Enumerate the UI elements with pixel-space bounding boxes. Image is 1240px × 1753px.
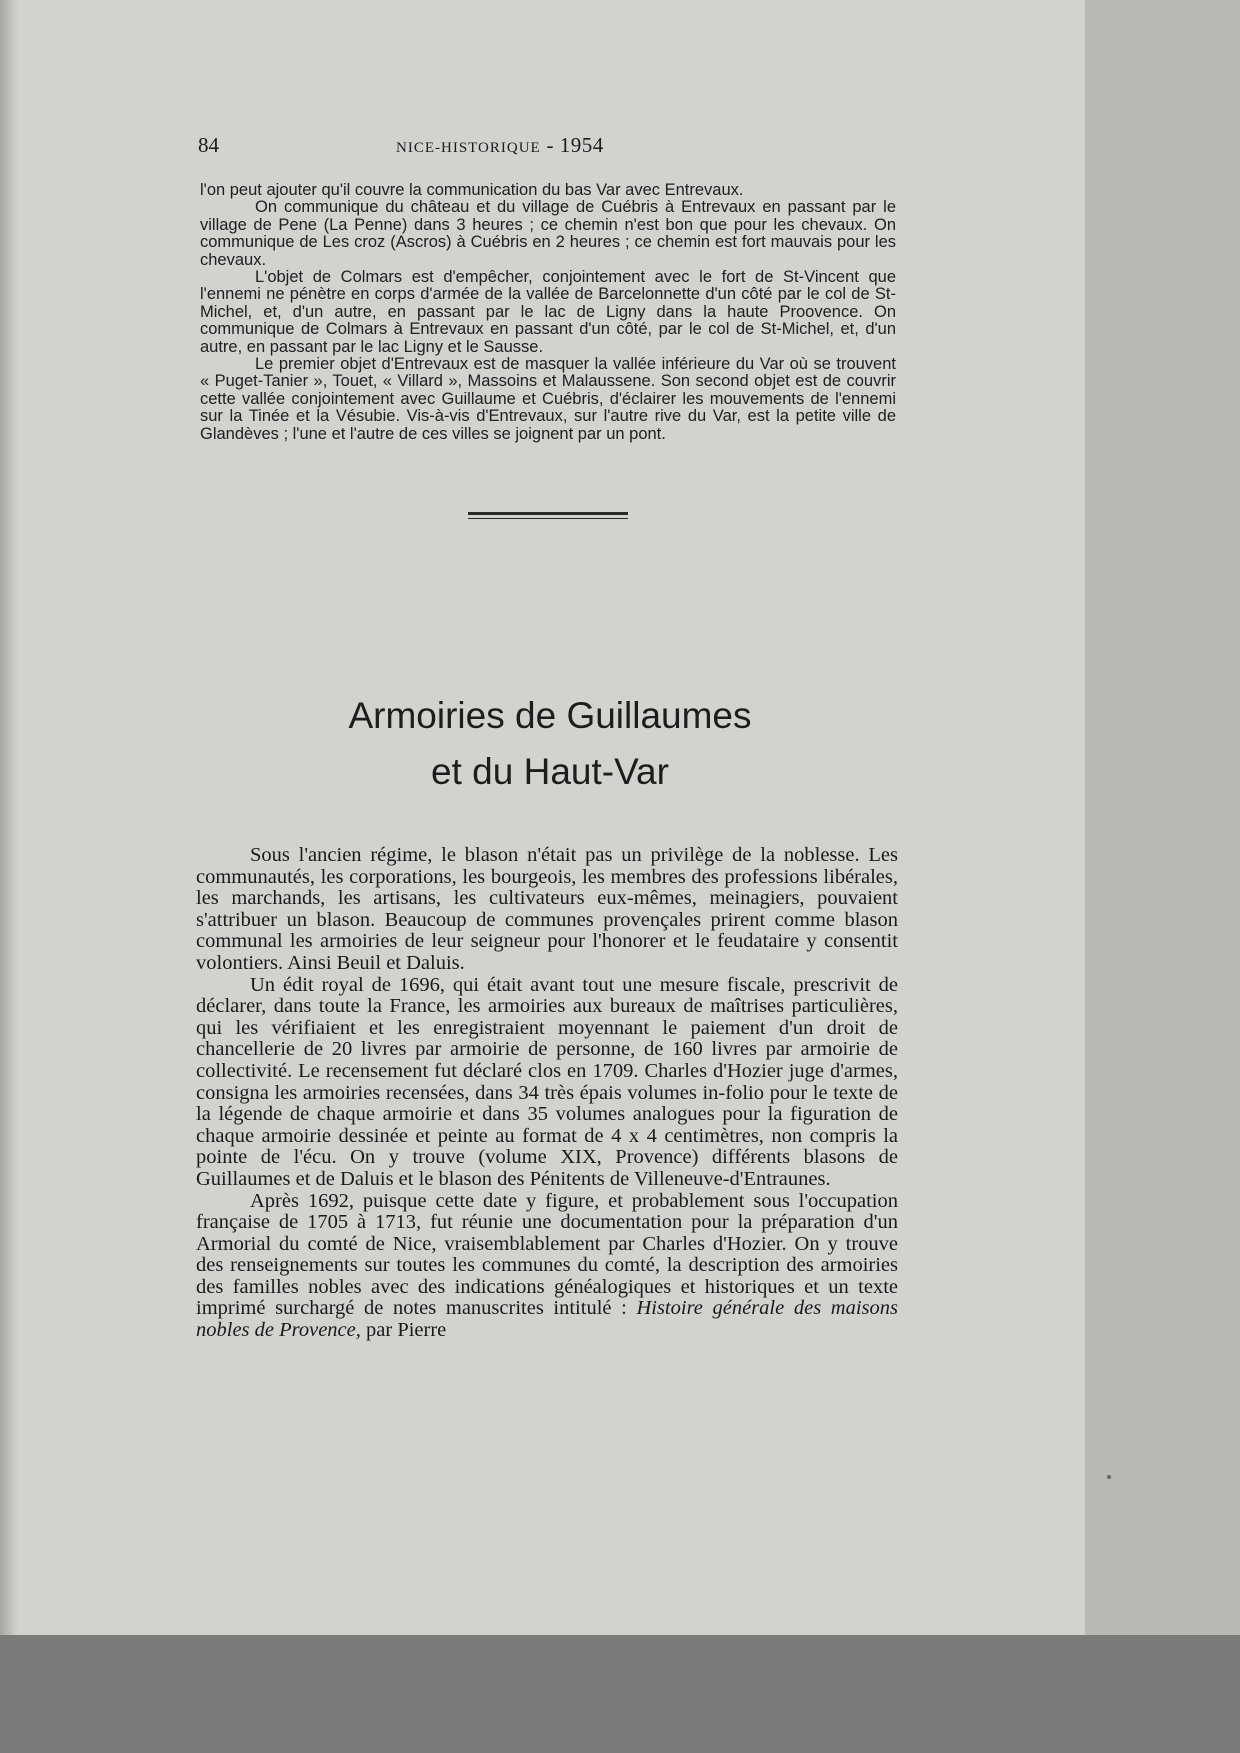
article-title [200, 688, 900, 800]
header-separator: - [546, 133, 554, 157]
section-divider-thin [468, 518, 628, 519]
scan-background [0, 1635, 1240, 1753]
journal-name: NICE-HISTORIQUE [396, 140, 541, 156]
paragraph [196, 1191, 898, 1342]
paragraph-end: par Pierre [360, 1319, 447, 1342]
adjacent-page-edge [1085, 0, 1240, 1635]
paragraph: l'on peut ajouter qu'il couvre la communication du bas Var avec Entrevaux. [200, 181, 744, 199]
running-title [396, 133, 604, 158]
title-line: et du Haut-Var [431, 751, 669, 792]
page-header [198, 133, 898, 163]
section-divider [468, 512, 628, 515]
paragraph: Sous l'ancien régime, le blason n'était pas un privilège de la noblesse. Les communautés, les corporations, les bourgeois, les membres des professions libérales, les marchands, les artisans, les cultivateurs eux-mêmes, meinagiers, pouvaient s'attribuer un blason. Beaucoup de communes provençales prirent comme blason communal les armoiries de leur seigneur pour l'honorer et le feudataire y consentit volontiers. Ainsi Beuil et Daluis. [196, 844, 898, 974]
page-number: 84 [198, 133, 219, 157]
title-line: Armoiries de Guillaumes [348, 695, 752, 736]
paragraph: L'objet de Colmars est d'empêcher, conjointement avec le fort de St-Vincent que l'ennemi ne pénètre en corps d'armée de la vallée de Barcelonnette d'un côté par le col de St-Michel, et, d'un autre, en passant par le lac de Ligny dans la haute Proovence. On communique de Colmars à Entrevaux en passant d'un côté, par le col de St-Michel, et, d'un autre, en passant par le lac Ligny et le Sausse. [200, 268, 896, 356]
article-body [196, 845, 898, 1342]
continued-text [200, 182, 896, 443]
paragraph: Un édit royal de 1696, qui était avant tout une mesure fiscale, prescrivit de déclarer, dans toute la France, les armoiries aux bureaux de maîtrises particulières, qui les vérifiaient et les enregistraient moyennant le paiement d'un droit de chancellerie de 20 livres par armoirie de personne, de 160 livres par armoirie de collectivité. Le recensement fut déclaré clos en 1709. Charles d'Hozier juge d'armes, consigna les armoiries recensées, dans 34 très épais volumes in-folio pour le texte de la légende de chaque armoirie et dans 35 volumes analogues pour la figuration de chaque armoirie dessinée et peinte au format de 4 x 4 centimètres, non compris la pointe de l'écu. On y trouve (volume XIX, Provence) différents blasons de Guillaumes et de Daluis et le blason des Pénitents de Villeneuve-d'Entraunes. [196, 973, 898, 1190]
book-title: Histoire générale des maisons nobles de Provence, [196, 1297, 899, 1342]
paragraph: Le premier objet d'Entrevaux est de masquer la vallée inférieure du Var où se trouvent « Puget-Tanier », Touet, « Villard », Massoins et Malaussene. Son second objet est de couvrir cette vallée conjointement avec Guillaume et Cuébris, d'éclairer les mouvements de l'ennemi sur la Tinée et la Vésubie. Vis-à-vis d'Entrevaux, sur l'autre rive du Var, est la petite ville de Glandèves ; l'une et l'autre de ces villes se joignent par un pont. [200, 355, 896, 443]
header-year: 1954 [559, 133, 604, 157]
paragraph-text: Après 1692, puisque cette date y figure, et probablement sous l'occupation française de 1705 à 1713, fut réunie une documentation pour la préparation d'un Armorial du comté de Nice, vraisemblablement par Charles d'Hozier. On y trouve des renseignements sur toutes les communes du comté, la description des armoiries des familles nobles avec des indications généalogiques et historiques et un texte imprimé surchargé de notes manuscrites intitulé : [196, 1189, 898, 1320]
page-left-edge [0, 0, 18, 1635]
scan-speck [1107, 1475, 1111, 1479]
paragraph: On communique du château et du village de Cuébris à Entrevaux en passant par le village de Pene (La Penne) dans 3 heures ; ce chemin n'est bon que pour les chevaux. On communique de Les croz (Ascros) à Cuébris en 2 heures ; ce chemin est fort mauvais pour les chevaux. [200, 198, 896, 269]
